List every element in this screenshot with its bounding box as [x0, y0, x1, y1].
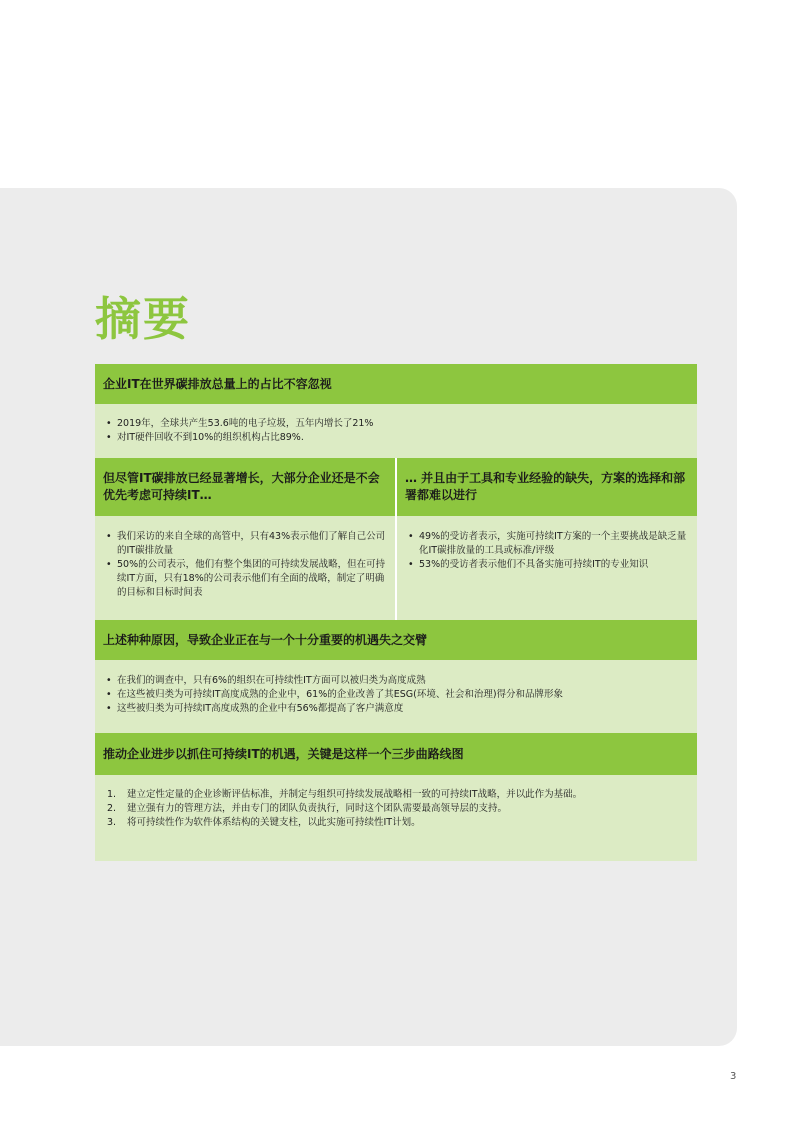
list-item: • 2019年，全球共产生53.6吨的电子垃圾，五年内增长了21% [103, 417, 689, 431]
section-2-right-body [397, 516, 697, 620]
page-number: 3 [730, 1071, 737, 1082]
list-item: • 对IT硬件回收不到10%的组织机构占比89%. [103, 431, 689, 445]
list-item: • 我们采访的来自全球的高管中，只有43%表示他们了解自己公司的IT碳排放量 [103, 530, 387, 558]
list-item-text: 建立强有力的管理方法，并由专门的团队负责执行，同时这个团队需要最高领导层的支持。 [127, 803, 508, 814]
list-item: • 50%的公司表示，他们有整个集团的可持续发展战略，但在可持续IT方面，只有18%的公司表示他们有全面的战略，制定了明确的目标和目标时间表 [103, 558, 387, 600]
list-item [103, 802, 689, 816]
section-1-header [95, 364, 697, 404]
section-1-body [95, 404, 697, 458]
list-item: • 在这些被归类为可持续IT高度成熟的企业中，61%的企业改善了其ESG(环境、社会和治理)得分和品牌形象 [103, 688, 689, 702]
list-item: • 这些被归类为可持续IT高度成熟的企业中有56%都提高了客户满意度 [103, 702, 689, 716]
list-item [103, 788, 689, 802]
column-divider [395, 458, 397, 620]
section-4-header [95, 733, 697, 775]
list-item: • 49%的受访者表示，实施可持续IT方案的一个主要挑战是缺乏量化IT碳排放量的工具或标准/评级 [405, 530, 689, 558]
list-item: • 在我们的调查中，只有6%的组织在可持续性IT方面可以被归类为高度成熟 [103, 674, 689, 688]
section-2-left-header [95, 458, 395, 516]
section-2-right-header-text: … 并且由于工具和专业经验的缺失，方案的选择和部署都难以进行 [405, 471, 686, 502]
section-4-header-text: 推动企业进步以抓住可持续IT的机遇，关键是这样一个三步曲路线图 [103, 746, 464, 761]
list-item-number: 1. [107, 789, 117, 800]
section-2-left-body [95, 516, 395, 620]
section-2-right-header [397, 458, 697, 516]
section-2-left-header-text: 但尽管IT碳排放已经显著增长，大部分企业还是不会优先考虑可持续IT… [103, 471, 380, 502]
section-3-header [95, 620, 697, 660]
section-3-header-text: 上述种种原因，导致企业正在与一个十分重要的机遇失之交臂 [103, 632, 428, 647]
section-3-body [95, 660, 697, 733]
section-1-header-text: 企业IT在世界碳排放总量上的占比不容忽视 [103, 376, 332, 391]
list-item: • 53%的受访者表示他们不具备实施可持续IT的专业知识 [405, 558, 689, 572]
list-item-number: 3. [107, 817, 117, 828]
list-item-text: 将可持续性作为软件体系结构的关键支柱，以此实施可持续性IT计划。 [127, 817, 421, 828]
page-title: 摘要 [95, 292, 191, 346]
list-item [103, 816, 689, 830]
section-4-body [95, 775, 697, 861]
list-item-text: 建立定性定量的企业诊断评估标准，并制定与组织可持续发展战略相一致的可持续IT战略，并以此作为基础。 [127, 789, 583, 800]
list-item-number: 2. [107, 803, 117, 814]
